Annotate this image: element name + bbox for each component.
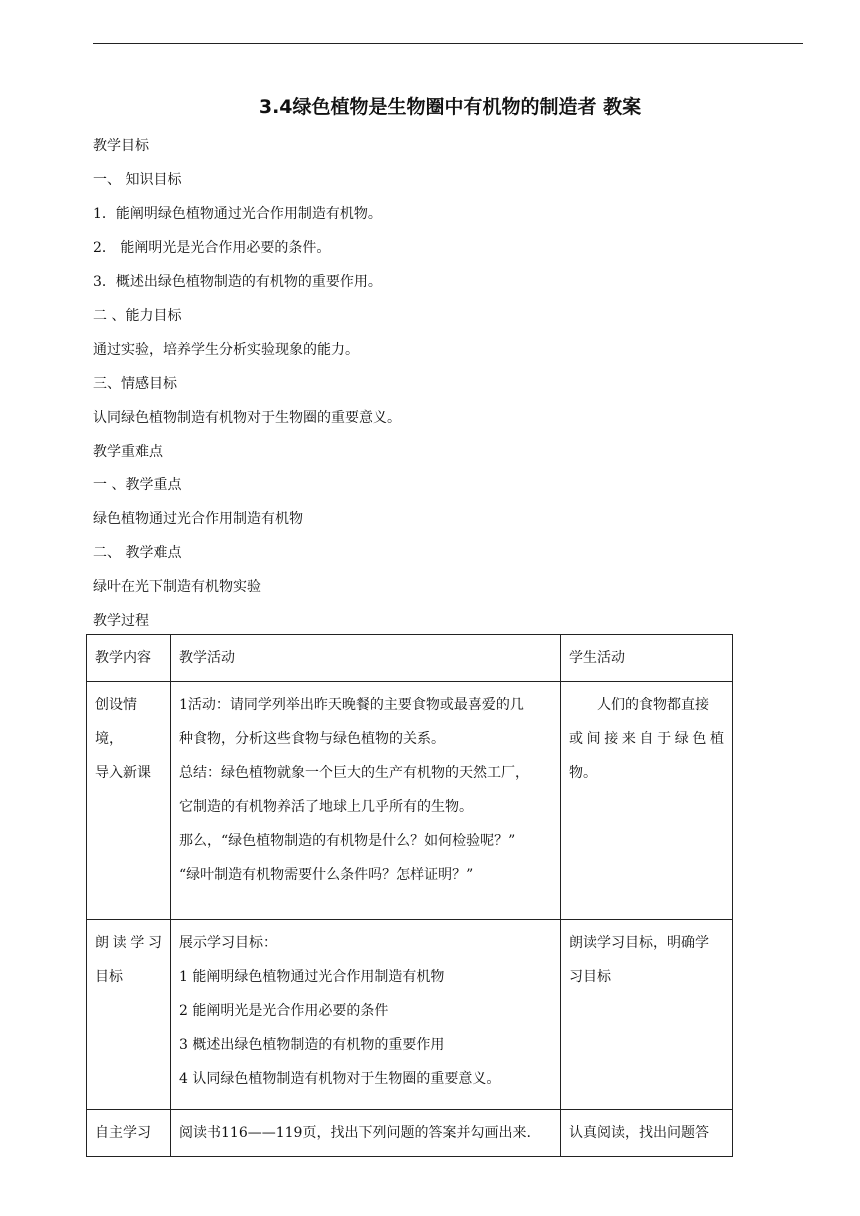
cell-line: 导入新课: [95, 765, 151, 781]
header-cell-activity: 教学活动: [171, 635, 561, 682]
text-line: 教学过程: [93, 613, 149, 629]
cell-line: 创设情境，: [95, 697, 137, 747]
cell-line: 目标: [95, 969, 123, 985]
header-cell-student: 学生活动: [561, 635, 733, 682]
text-line: 认同绿色植物制造有机物对于生物圈的重要意义。: [93, 410, 401, 426]
cell-line: 总结：绿色植物就象一个巨大的生产有机物的天然工厂，: [179, 765, 529, 781]
cell-line: 自主学习: [95, 1125, 151, 1141]
student-cell: [561, 1110, 733, 1157]
cell-line: 或间接来自于绿色植: [569, 731, 724, 747]
cell-line: 1活动：请同学列举出昨天晚餐的主要食物或最喜爱的几: [179, 697, 524, 713]
text-line: 二、 教学难点: [93, 545, 182, 561]
text-line: 通过实验，培养学生分析实验现象的能力。: [93, 342, 359, 358]
text-line: 教学目标: [93, 138, 149, 154]
cell-line: 朗读学习目标，明确学: [569, 935, 709, 951]
content-cell: [87, 920, 171, 1110]
content-cell: [87, 1110, 171, 1157]
cell-line: 它制造的有机物养活了地球上几乎所有的生物。: [179, 799, 473, 815]
cell-line: “绿叶制造有机物需要什么条件吗？怎样证明？”: [179, 867, 474, 883]
text-line: 绿色植物通过光合作用制造有机物: [93, 511, 303, 527]
cell-line: 3 概述出绿色植物制造的有机物的重要作用: [179, 1037, 445, 1053]
student-cell: [561, 920, 733, 1110]
document-title: 3.4绿色植物是生物圈中有机物的制造者 教案: [258, 96, 642, 118]
cell-line: 展示学习目标：: [179, 935, 277, 951]
text-line: 三、情感目标: [93, 376, 177, 392]
cell-line: 习目标: [569, 969, 611, 985]
content-cell: [87, 682, 171, 920]
student-cell: [561, 682, 733, 920]
text-line: 一、 知识目标: [93, 172, 182, 188]
table-row: [87, 920, 733, 1110]
teaching-process-table: [86, 634, 733, 1157]
text-line: 1．能阐明绿色植物通过光合作用制造有机物。: [93, 206, 382, 222]
text-line: 2． 能阐明光是光合作用必要的条件。: [93, 240, 331, 256]
cell-line: 种食物，分析这些食物与绿色植物的关系。: [179, 731, 445, 747]
activity-cell: [171, 920, 561, 1110]
text-line: 二 、能力目标: [93, 308, 182, 324]
table-row: [87, 1110, 733, 1157]
cell-line: 认真阅读，找出问题答: [569, 1125, 709, 1141]
activity-cell: [171, 1110, 561, 1157]
header-cell-content: 教学内容: [87, 635, 171, 682]
table-row: [87, 682, 733, 920]
cell-line: 物。: [569, 765, 597, 781]
text-line: 绿叶在光下制造有机物实验: [93, 579, 261, 595]
cell-line: 阅读书116——119页，找出下列问题的答案并勾画出来.: [179, 1125, 531, 1141]
text-line: 一 、教学重点: [93, 477, 182, 493]
activity-cell: [171, 682, 561, 920]
cell-line: 人们的食物都直接: [597, 697, 709, 713]
text-line: 教学重难点: [93, 444, 163, 460]
table-header-row: [87, 635, 733, 682]
cell-line: 1 能阐明绿色植物通过光合作用制造有机物: [179, 969, 445, 985]
cell-line: 4 认同绿色植物制造有机物对于生物圈的重要意义。: [179, 1071, 501, 1087]
header-rule: [93, 43, 803, 44]
cell-line: 那么，“绿色植物制造的有机物是什么？如何检验呢？”: [179, 833, 516, 849]
cell-line: 2 能阐明光是光合作用必要的条件: [179, 1003, 389, 1019]
text-line: 3．概述出绿色植物制造的有机物的重要作用。: [93, 274, 382, 290]
cell-line: 朗读学习: [95, 935, 162, 951]
